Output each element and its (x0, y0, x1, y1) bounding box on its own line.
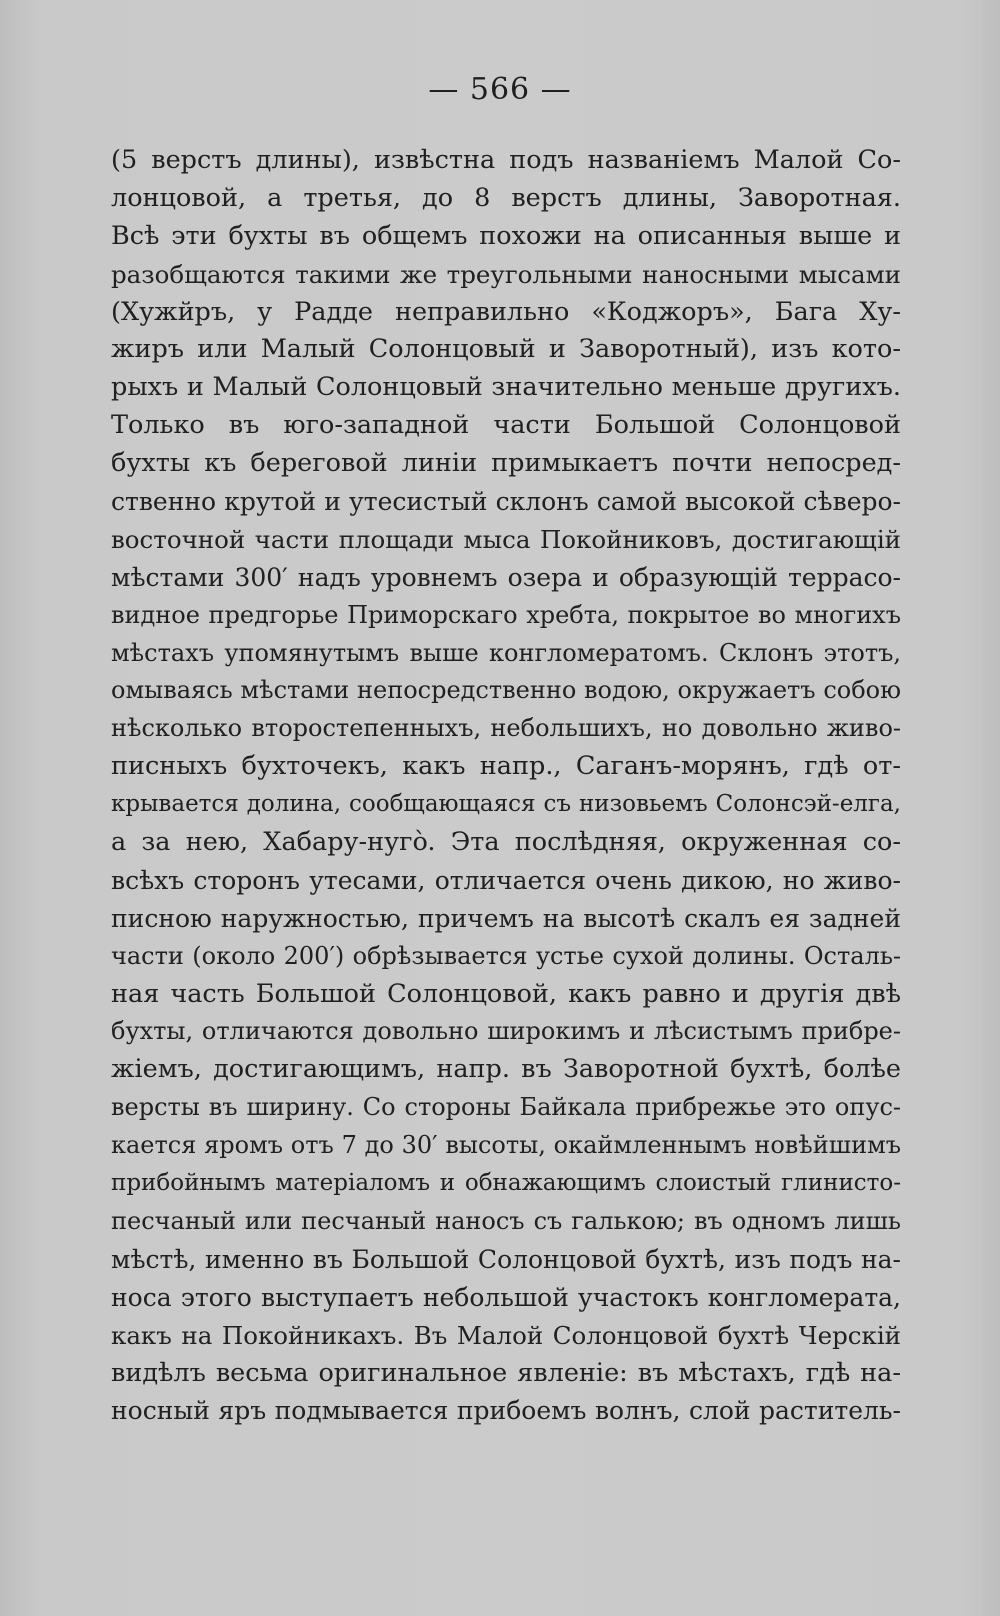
text-line: мѣстами 300′ надъ уровнемъ озера и образующій террасо- (111, 562, 901, 592)
text-line: ная часть Большой Солонцовой, какъ равно и другія двѣ (111, 978, 901, 1009)
text-line: какъ на Покойникахъ. Въ Малой Солонцовой бухтѣ Черскій (111, 1320, 901, 1350)
text-line: бухты, отличаются довольно широкимъ и лѣсистымъ прибре- (111, 1017, 901, 1046)
text-line: жіемъ, достигающимъ, напр. въ Заворотной бухтѣ, болѣе (111, 1054, 901, 1085)
text-line: части (около 200′) обрѣзывается устье сухой долины. Осталь- (111, 941, 901, 970)
text-line: кается яромъ отъ 7 до 30′ высоты, окаймленнымъ новѣйшимъ (111, 1131, 901, 1160)
text-line: прибойнымъ матеріаломъ и обнажающимъ слоистый глинисто- (111, 1170, 901, 1197)
text-line: ственно крутой и утесистый склонъ самой высокой сѣверо- (111, 487, 901, 517)
text-line: бухты къ береговой линіи примыкаетъ почти непосред- (111, 448, 901, 479)
text-line: Всѣ эти бухты въ общемъ похожи на описанныя выше и (111, 220, 901, 251)
text-line: лонцовой, а третья, до 8 верстъ длины, Заворотная. (111, 182, 901, 213)
text-line: носный яръ подмывается прибоемъ волнъ, слой раститель- (111, 1396, 901, 1426)
page-number: — 566 — (428, 72, 572, 107)
text-line: жиръ или Малый Солонцовый и Заворотный), изъ кото- (111, 334, 901, 365)
text-line: писною наружностью, причемъ на высотѣ скалъ ея задней (111, 903, 901, 933)
text-line: носа этого выступаетъ небольшой участокъ конгломерата, (111, 1282, 901, 1312)
text-line: нѣсколько второстепенныхъ, небольшихъ, но довольно живо- (111, 714, 901, 743)
body-text (111, 142, 901, 1430)
text-line: Только въ юго-западной части Большой Солонцовой (111, 410, 901, 441)
text-line: разобщаются такими же треугольными наносными мысами (111, 259, 901, 289)
text-line: а за нею, Хабару-нугò. Эта послѣдняя, окруженная со- (111, 827, 901, 858)
text-line: мѣстахъ упомянутымъ выше конгломератомъ. Склонъ этотъ, (111, 638, 901, 667)
text-line: версты въ ширину. Со стороны Байкала прибрежье это опус- (111, 1093, 901, 1122)
text-line: рыхъ и Малый Солонцовый значительно меньше другихъ. (111, 372, 901, 403)
text-line: мѣстѣ, именно въ Большой Солонцовой бухтѣ, изъ подъ на- (111, 1244, 901, 1274)
text-line: омываясь мѣстами непосредственно водою, окружаетъ собою (111, 676, 901, 705)
text-line: восточной части площади мыса Покойниковъ, достигающій (111, 524, 901, 554)
text-line: всѣхъ сторонъ утесами, отличается очень дикою, но живо- (111, 865, 901, 895)
text-line: (5 верстъ длины), извѣстна подъ названіемъ Малой Со- (111, 145, 901, 175)
text-line: видѣлъ весьма оригинальное явленіе: въ мѣстахъ, гдѣ на- (111, 1357, 901, 1388)
text-line: (Хужйръ, у Радде неправильно «Коджоръ», Бага Ху- (111, 296, 901, 327)
text-line: писныхъ бухточекъ, какъ напр., Саганъ-морянъ, гдѣ от- (111, 751, 901, 782)
text-line: песчаный или песчаный наносъ съ галькою; въ одномъ лишь (111, 1206, 901, 1235)
text-line: видное предгорье Приморскаго хребта, покрытое во многихъ (111, 600, 901, 629)
text-line: крывается долина, сообщающаяся съ низовьемъ Солонсэй-елга, (111, 791, 901, 818)
